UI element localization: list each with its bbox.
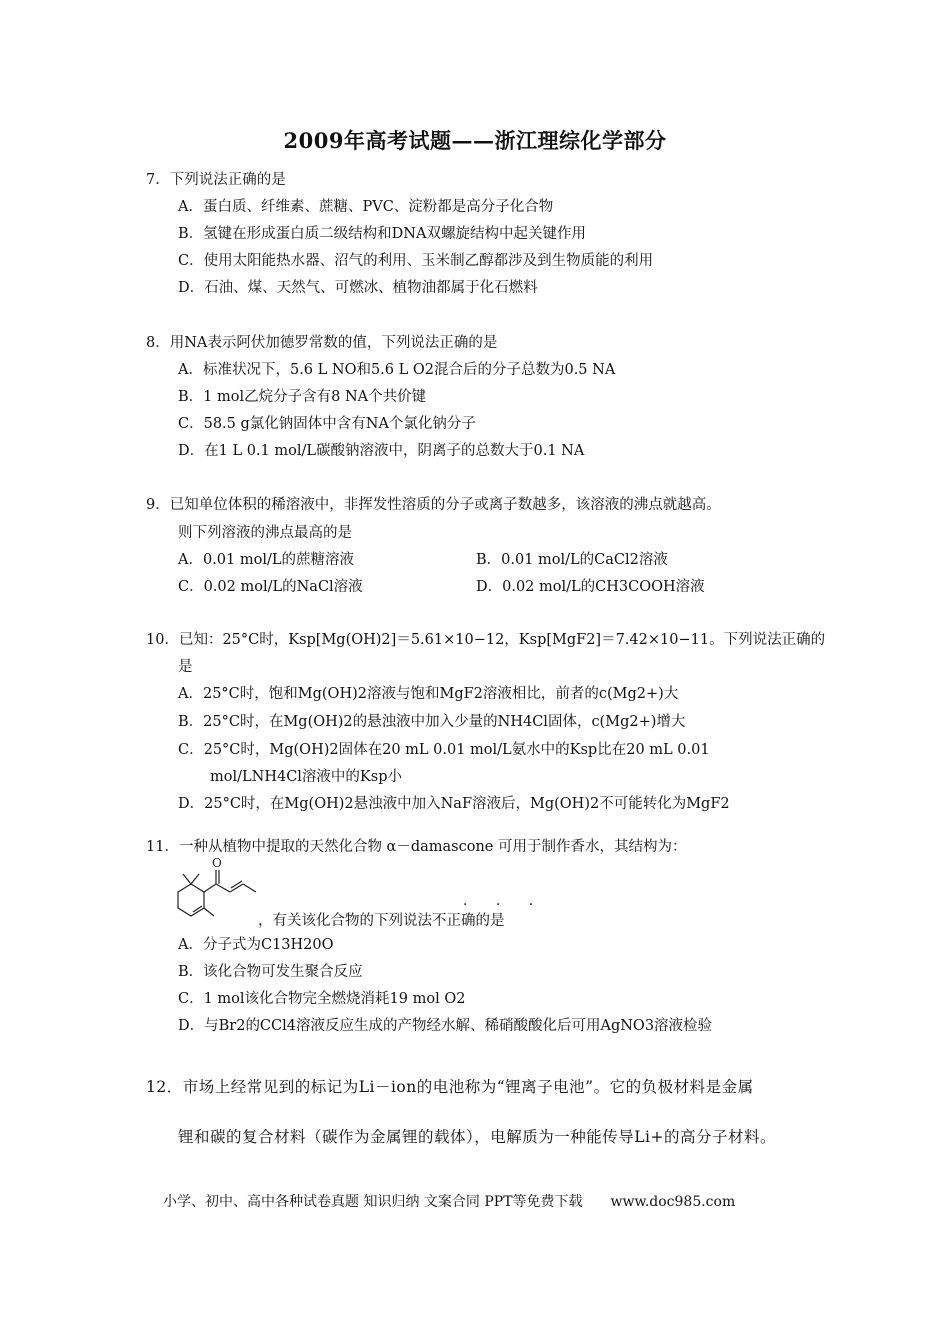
page-title: 2009年高考试题——浙江理综化学部分 — [283, 128, 667, 153]
q10-option-a: A．25°C时，饱和Mg(OH)2溶液与饱和MgF2溶液相比，前者的c(Mg2+)大 — [178, 686, 679, 702]
emphasis-dots: · · · — [463, 897, 546, 913]
q8-option-b: B．1 mol乙烷分子含有8 NA个共价键 — [178, 389, 427, 405]
q9-option-a: A．0.01 mol/L的蔗糖溶液 — [178, 552, 354, 568]
q10-option-c-continued: mol/LNH4Cl溶液中的Ksp小 — [210, 769, 402, 785]
oxygen-label: O — [212, 856, 222, 870]
footer-text: 小学、初中、高中各种试卷真题 知识归纳 文案合同 PPT等免费下载 — [163, 1194, 583, 1210]
q9-option-c: C．0.02 mol/L的NaCl溶液 — [178, 579, 363, 595]
q11-option-b: B．该化合物可发生聚合反应 — [178, 964, 363, 980]
q9-stem: 9．已知单位体积的稀溶液中，非挥发性溶质的分子或离子数越多，该溶液的沸点就越高。 — [146, 497, 721, 513]
q9-option-b: B．0.01 mol/L的CaCl2溶液 — [476, 552, 668, 568]
q7-stem: 7．下列说法正确的是 — [146, 172, 286, 188]
q8-option-c: C．58.5 g氯化钠固体中含有NA个氯化钠分子 — [178, 416, 476, 432]
q7-option-b: B．氢键在形成蛋白质二级结构和DNA双螺旋结构中起关键作用 — [178, 226, 586, 242]
q7-option-a: A．蛋白质、纤维素、蔗糖、PVC、淀粉都是高分子化合物 — [178, 199, 554, 215]
q12-line-2: 锂和碳的复合材料（碳作为金属锂的载体），电解质为一种能传导Li+的高分子材料。 — [178, 1128, 776, 1146]
q10-option-b: B．25°C时，在Mg(OH)2的悬浊液中加入少量的NH4Cl固体，c(Mg2+)增大 — [178, 714, 686, 730]
q11-option-c: C．1 mol该化合物完全燃烧消耗19 mol O2 — [178, 991, 466, 1007]
footer-url[interactable]: www.doc985.com — [610, 1194, 736, 1210]
q9-stem-continued: 则下列溶液的沸点最高的是 — [178, 525, 352, 541]
q11-stem-continued: ，有关该化合物的下列说法不正确的是 — [258, 913, 505, 929]
q7-option-d: D．石油、煤、天然气、可燃冰、植物油都属于化石燃料 — [178, 280, 538, 296]
q8-stem: 8．用NA表示阿伏加德罗常数的值，下列说法正确的是 — [146, 335, 498, 351]
q10-stem-continued: 是 — [178, 659, 193, 675]
q8-option-d: D．在1 L 0.1 mol/L碳酸钠溶液中，阴离子的总数大于0.1 NA — [178, 443, 585, 459]
q12-line-1: 12．市场上经常见到的标记为Li－ion的电池称为“锂离子电池”。它的负极材料是金属 — [146, 1078, 754, 1096]
q11-stem: 11．一种从植物中提取的天然化合物 α－damascone 可用于制作香水，其结构为： — [146, 839, 687, 855]
page-footer — [163, 1191, 735, 1211]
q8-option-a: A．标准状况下，5.6 L NO和5.6 L O2混合后的分子总数为0.5 NA — [178, 362, 616, 378]
alpha-damascone-structure — [168, 856, 263, 928]
q10-option-c: C．25°C时，Mg(OH)2固体在20 mL 0.01 mol/L氨水中的Ksp比在20 mL 0.01 — [178, 742, 710, 758]
q11-option-a: A．分子式为C13H20O — [178, 937, 334, 953]
q11-option-d: D．与Br2的CCl4溶液反应生成的产物经水解、稀硝酸酸化后可用AgNO3溶液检验 — [178, 1018, 713, 1034]
q10-stem: 10．已知：25°C时，Ksp[Mg(OH)2]＝5.61×10−12，Ksp[MgF2]＝7.42×10−11。下列说法正确的 — [146, 632, 826, 648]
q10-option-d: D．25°C时，在Mg(OH)2悬浊液中加入NaF溶液后，Mg(OH)2不可能转化为MgF2 — [178, 796, 730, 812]
q9-option-d: D．0.02 mol/L的CH3COOH溶液 — [476, 579, 705, 595]
q7-option-c: C．使用太阳能热水器、沼气的利用、玉米制乙醇都涉及到生物质能的利用 — [178, 253, 654, 269]
